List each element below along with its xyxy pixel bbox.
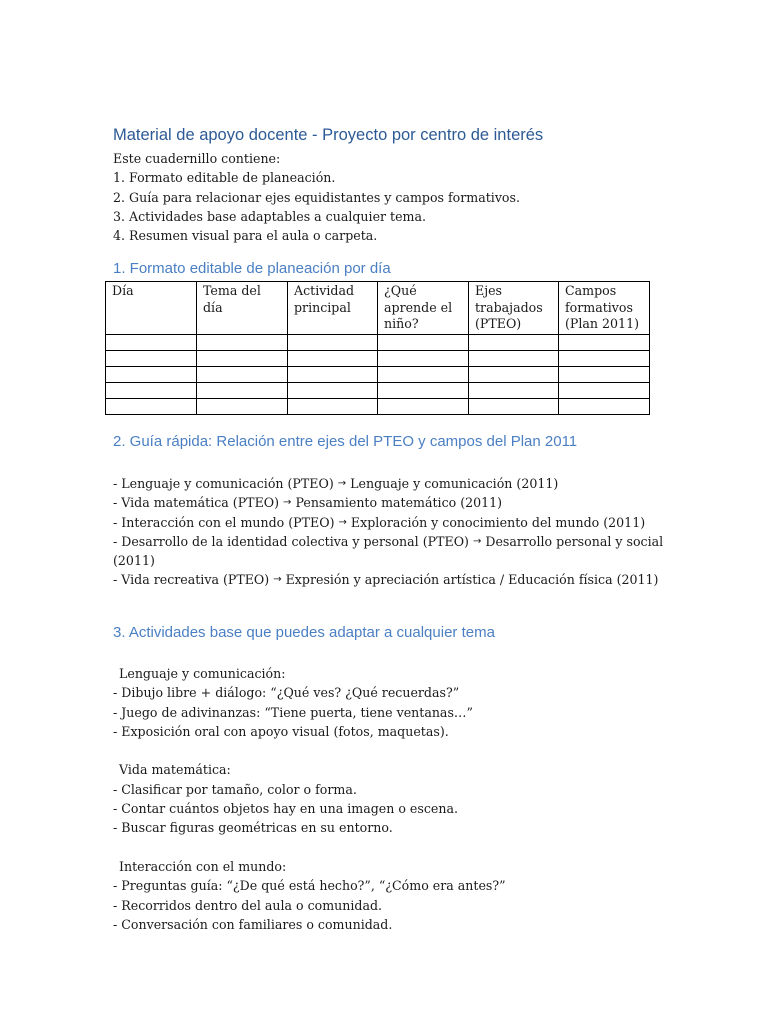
spacer — [113, 838, 673, 857]
section1-heading: 1. Formato editable de planeación por día — [113, 260, 391, 277]
table-row — [106, 351, 650, 367]
arrow-icon: → — [283, 497, 292, 509]
table-cell[interactable] — [378, 367, 469, 383]
table-cell[interactable] — [288, 399, 378, 415]
table-cell[interactable] — [106, 399, 197, 415]
relation-left: - Vida matemática (PTEO) — [113, 495, 280, 511]
table-cell[interactable] — [288, 335, 378, 351]
table-cell[interactable] — [197, 383, 288, 399]
table-row — [106, 399, 650, 415]
relation-item — [113, 493, 673, 512]
relation-list — [113, 474, 673, 590]
planning-table — [105, 281, 650, 415]
activity-item: - Contar cuántos objetos hay en una imagen o escena. — [113, 801, 458, 817]
table-header-cell: Ejes trabajados (PTEO) — [469, 282, 559, 335]
table-row — [106, 335, 650, 351]
table-cell[interactable] — [469, 367, 559, 383]
table-cell[interactable] — [106, 335, 197, 351]
table-header-cell: Campos formativos (Plan 2011) — [559, 282, 650, 335]
table-cell[interactable] — [469, 383, 559, 399]
table-header-row — [106, 282, 650, 335]
table-cell[interactable] — [197, 399, 288, 415]
relation-item — [113, 532, 673, 571]
activity-item: - Juego de adivinanzas: “Tiene puerta, tiene ventanas…” — [113, 704, 473, 720]
section2-heading: 2. Guía rápida: Relación entre ejes del PTEO y campos del Plan 2011 — [113, 433, 578, 450]
table-cell[interactable] — [559, 351, 650, 367]
activity-item: - Dibujo libre + diálogo: “¿Qué ves? ¿Qué recuerdas?” — [113, 685, 460, 701]
table-cell[interactable] — [197, 351, 288, 367]
intro-item: 1. Formato editable de planeación. — [113, 170, 336, 186]
arrow-icon: → — [338, 516, 347, 528]
table-cell[interactable] — [378, 351, 469, 367]
arrow-icon: → — [273, 574, 282, 586]
table-body — [106, 335, 650, 415]
relation-right: Pensamiento matemático (2011) — [295, 495, 503, 511]
activity-item: - Exposición oral con apoyo visual (fotos, maquetas). — [113, 723, 449, 739]
activity-item: - Conversación con familiares o comunidad. — [113, 916, 393, 932]
table-cell[interactable] — [288, 383, 378, 399]
table-header-cell: Actividad principal — [288, 282, 378, 335]
table-row — [106, 367, 650, 383]
relation-item — [113, 570, 673, 589]
table-cell[interactable] — [288, 367, 378, 383]
relation-item — [113, 513, 673, 532]
table-cell[interactable] — [378, 399, 469, 415]
table-cell[interactable] — [469, 399, 559, 415]
arrow-icon: → — [472, 535, 482, 547]
intro-item: 3. Actividades base adaptables a cualquier tema. — [113, 208, 427, 224]
activity-item: - Preguntas guía: “¿De qué está hecho?”, “¿Cómo era antes?” — [113, 878, 506, 894]
relation-right: Exploración y conocimiento del mundo (2011) — [350, 514, 646, 530]
spacer — [113, 741, 673, 760]
table-cell[interactable] — [559, 383, 650, 399]
table-cell[interactable] — [197, 367, 288, 383]
activities-list — [113, 664, 673, 934]
activity-group-title: Vida matemática: — [119, 762, 231, 778]
table-header-cell: Tema del día — [197, 282, 288, 335]
arrow-icon: → — [337, 478, 347, 489]
intro-list — [113, 149, 673, 245]
relation-right: Lenguaje y comunicación (2011) — [350, 476, 559, 491]
activity-group-title: Interacción con el mundo: — [119, 858, 287, 874]
activity-item: - Clasificar por tamaño, color o forma. — [113, 781, 357, 797]
relation-left: - Desarrollo de la identidad colectiva y personal (PTEO) — [113, 533, 469, 549]
table-cell[interactable] — [106, 351, 197, 367]
table-cell[interactable] — [469, 335, 559, 351]
intro-lead: Este cuadernillo contiene: — [113, 151, 281, 166]
relation-right: Expresión y apreciación artística / Educación física (2011) — [285, 572, 659, 588]
activity-item: - Buscar figuras geométricas en su entorno. — [113, 820, 393, 836]
relation-left: - Interacción con el mundo (PTEO) — [113, 514, 335, 530]
intro-item: 2. Guía para relacionar ejes equidistantes y campos formativos. — [113, 189, 520, 205]
table-cell[interactable] — [378, 383, 469, 399]
table-header-cell: ¿Qué aprende el niño? — [378, 282, 469, 335]
relation-left: - Lenguaje y comunicación (PTEO) — [113, 476, 334, 491]
table-cell[interactable] — [288, 351, 378, 367]
table-cell[interactable] — [559, 335, 650, 351]
table-cell[interactable] — [469, 351, 559, 367]
table-cell[interactable] — [559, 399, 650, 415]
table-cell[interactable] — [378, 335, 469, 351]
table-cell[interactable] — [197, 335, 288, 351]
document-title: Material de apoyo docente - Proyecto por centro de interés — [113, 126, 544, 144]
table-cell[interactable] — [106, 383, 197, 399]
relation-left: - Vida recreativa (PTEO) — [113, 572, 270, 588]
relation-item — [113, 474, 673, 493]
intro-item: 4. Resumen visual para el aula o carpeta. — [113, 228, 378, 244]
table-header-cell: Día — [106, 282, 197, 335]
activity-group-title: Lenguaje y comunicación: — [119, 666, 286, 681]
activity-item: - Recorridos dentro del aula o comunidad. — [113, 897, 383, 913]
table-cell[interactable] — [559, 367, 650, 383]
table-row — [106, 383, 650, 399]
section3-heading: 3. Actividades base que puedes adaptar a cualquier tema — [113, 624, 495, 641]
relation-right: Desarrollo personal y social (2011) — [113, 533, 664, 569]
table-cell[interactable] — [106, 367, 197, 383]
